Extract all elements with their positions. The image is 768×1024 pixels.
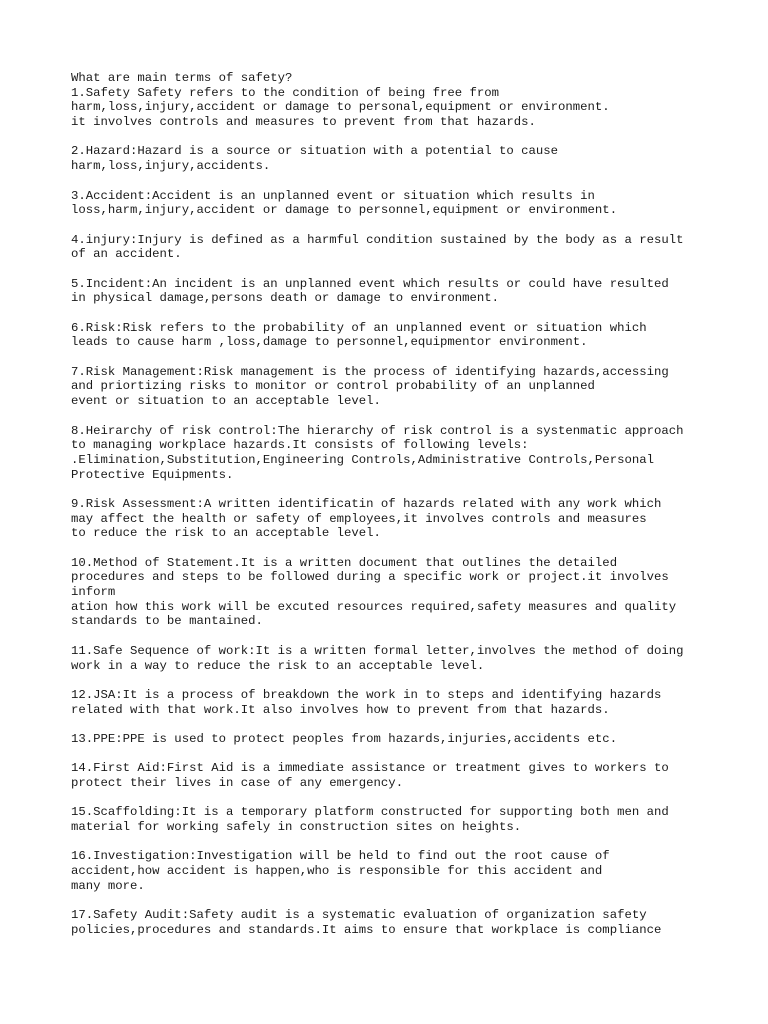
- text-line: may affect the health or safety of employees,it involves controls and measures: [71, 511, 647, 526]
- text-line: 16.Investigation:Investigation will be held to find out the root cause of: [71, 849, 610, 864]
- text-line: to managing workplace hazards.It consists of following levels:: [71, 438, 529, 453]
- text-line: protect their lives in case of any emergency.: [71, 776, 404, 790]
- text-line: 3.Accident:Accident is an unplanned event or situation which results in: [71, 188, 595, 203]
- text-line: many more.: [71, 878, 145, 893]
- paragraph: [71, 71, 711, 130]
- paragraph: [71, 908, 711, 937]
- paragraph: [71, 497, 711, 541]
- text-line: loss,harm,injury,accident or damage to personnel,equipment or environment.: [71, 203, 618, 218]
- text-line: policies,procedures and standards.It aims to ensure that workplace is compliance: [71, 922, 662, 937]
- text-line: .Elimination,Substitution,Engineering Controls,Administrative Controls,Personal: [71, 452, 654, 467]
- paragraph: [71, 761, 711, 790]
- paragraph: [71, 233, 711, 262]
- text-line: inform: [71, 585, 116, 600]
- paragraph: [71, 688, 711, 717]
- text-line: harm,loss,injury,accidents.: [71, 159, 271, 174]
- text-line: What are main terms of safety?: [71, 71, 293, 85]
- text-line: 8.Heirarchy of risk control:The hierarchy of risk control is a systenmatic approach: [71, 423, 684, 438]
- paragraph: [71, 424, 711, 483]
- text-line: of an accident.: [71, 247, 182, 262]
- text-line: to reduce the risk to an acceptable level.: [71, 526, 381, 541]
- paragraph: [71, 365, 711, 409]
- text-line: 5.Incident:An incident is an unplanned event which results or could have resulted: [71, 276, 669, 291]
- paragraph: [71, 849, 711, 893]
- paragraph: [71, 277, 711, 306]
- text-line: standards to be mantained.: [71, 614, 263, 629]
- paragraph: [71, 805, 711, 834]
- text-line: work in a way to reduce the risk to an acceptable level.: [71, 658, 485, 673]
- text-line: 13.PPE:PPE is used to protect peoples from hazards,injuries,accidents etc.: [71, 731, 618, 746]
- text-line: 15.Scaffolding:It is a temporary platform constructed for supporting both men and: [71, 805, 669, 820]
- text-line: 2.Hazard:Hazard is a source or situation with a potential to cause: [71, 144, 559, 159]
- text-line: 12.JSA:It is a process of breakdown the work in to steps and identifying hazards: [71, 687, 662, 702]
- text-line: 6.Risk:Risk refers to the probability of an unplanned event or situation which: [71, 320, 647, 335]
- text-line: 10.Method of Statement.It is a written document that outlines the detailed: [71, 555, 618, 570]
- text-line: accident,how accident is happen,who is responsible for this accident and: [71, 864, 603, 879]
- text-line: leads to cause harm ,loss,damage to personnel,equipmentor environment.: [71, 335, 588, 350]
- text-line: 1.Safety Safety refers to the condition of being free from: [71, 85, 500, 100]
- text-line: 11.Safe Sequence of work:It is a written formal letter,involves the method of doing: [71, 643, 684, 658]
- text-line: material for working safely in construction sites on heights.: [71, 820, 522, 835]
- paragraph: [71, 556, 711, 629]
- text-line: 17.Safety Audit:Safety audit is a systematic evaluation of organization safety: [71, 908, 647, 923]
- text-line: in physical damage,persons death or damage to environment.: [71, 291, 500, 306]
- text-line: and priortizing risks to monitor or control probability of an unplanned: [71, 379, 595, 394]
- text-line: procedures and steps to be followed during a specific work or project.it involves: [71, 570, 669, 585]
- document-body: [71, 71, 711, 952]
- text-line: harm,loss,injury,accident or damage to personal,equipment or environment.: [71, 100, 610, 115]
- text-line: ation how this work will be excuted resources required,safety measures and quality: [71, 599, 677, 614]
- text-line: Protective Equipments.: [71, 467, 234, 482]
- text-line: event or situation to an acceptable level.: [71, 394, 381, 409]
- paragraph: [71, 144, 711, 173]
- paragraph: [71, 321, 711, 350]
- text-line: it involves controls and measures to prevent from that hazards.: [71, 115, 536, 130]
- text-line: 7.Risk Management:Risk management is the process of identifying hazards,accessing: [71, 364, 669, 379]
- text-line: 4.injury:Injury is defined as a harmful condition sustained by the body as a result: [71, 232, 684, 247]
- text-line: related with that work.It also involves how to prevent from that hazards.: [71, 702, 610, 717]
- paragraph: [71, 732, 711, 747]
- paragraph: [71, 644, 711, 673]
- text-line: 9.Risk Assessment:A written identificatin of hazards related with any work which: [71, 496, 662, 511]
- paragraph: [71, 189, 711, 218]
- text-line: 14.First Aid:First Aid is a immediate assistance or treatment gives to workers to: [71, 761, 669, 776]
